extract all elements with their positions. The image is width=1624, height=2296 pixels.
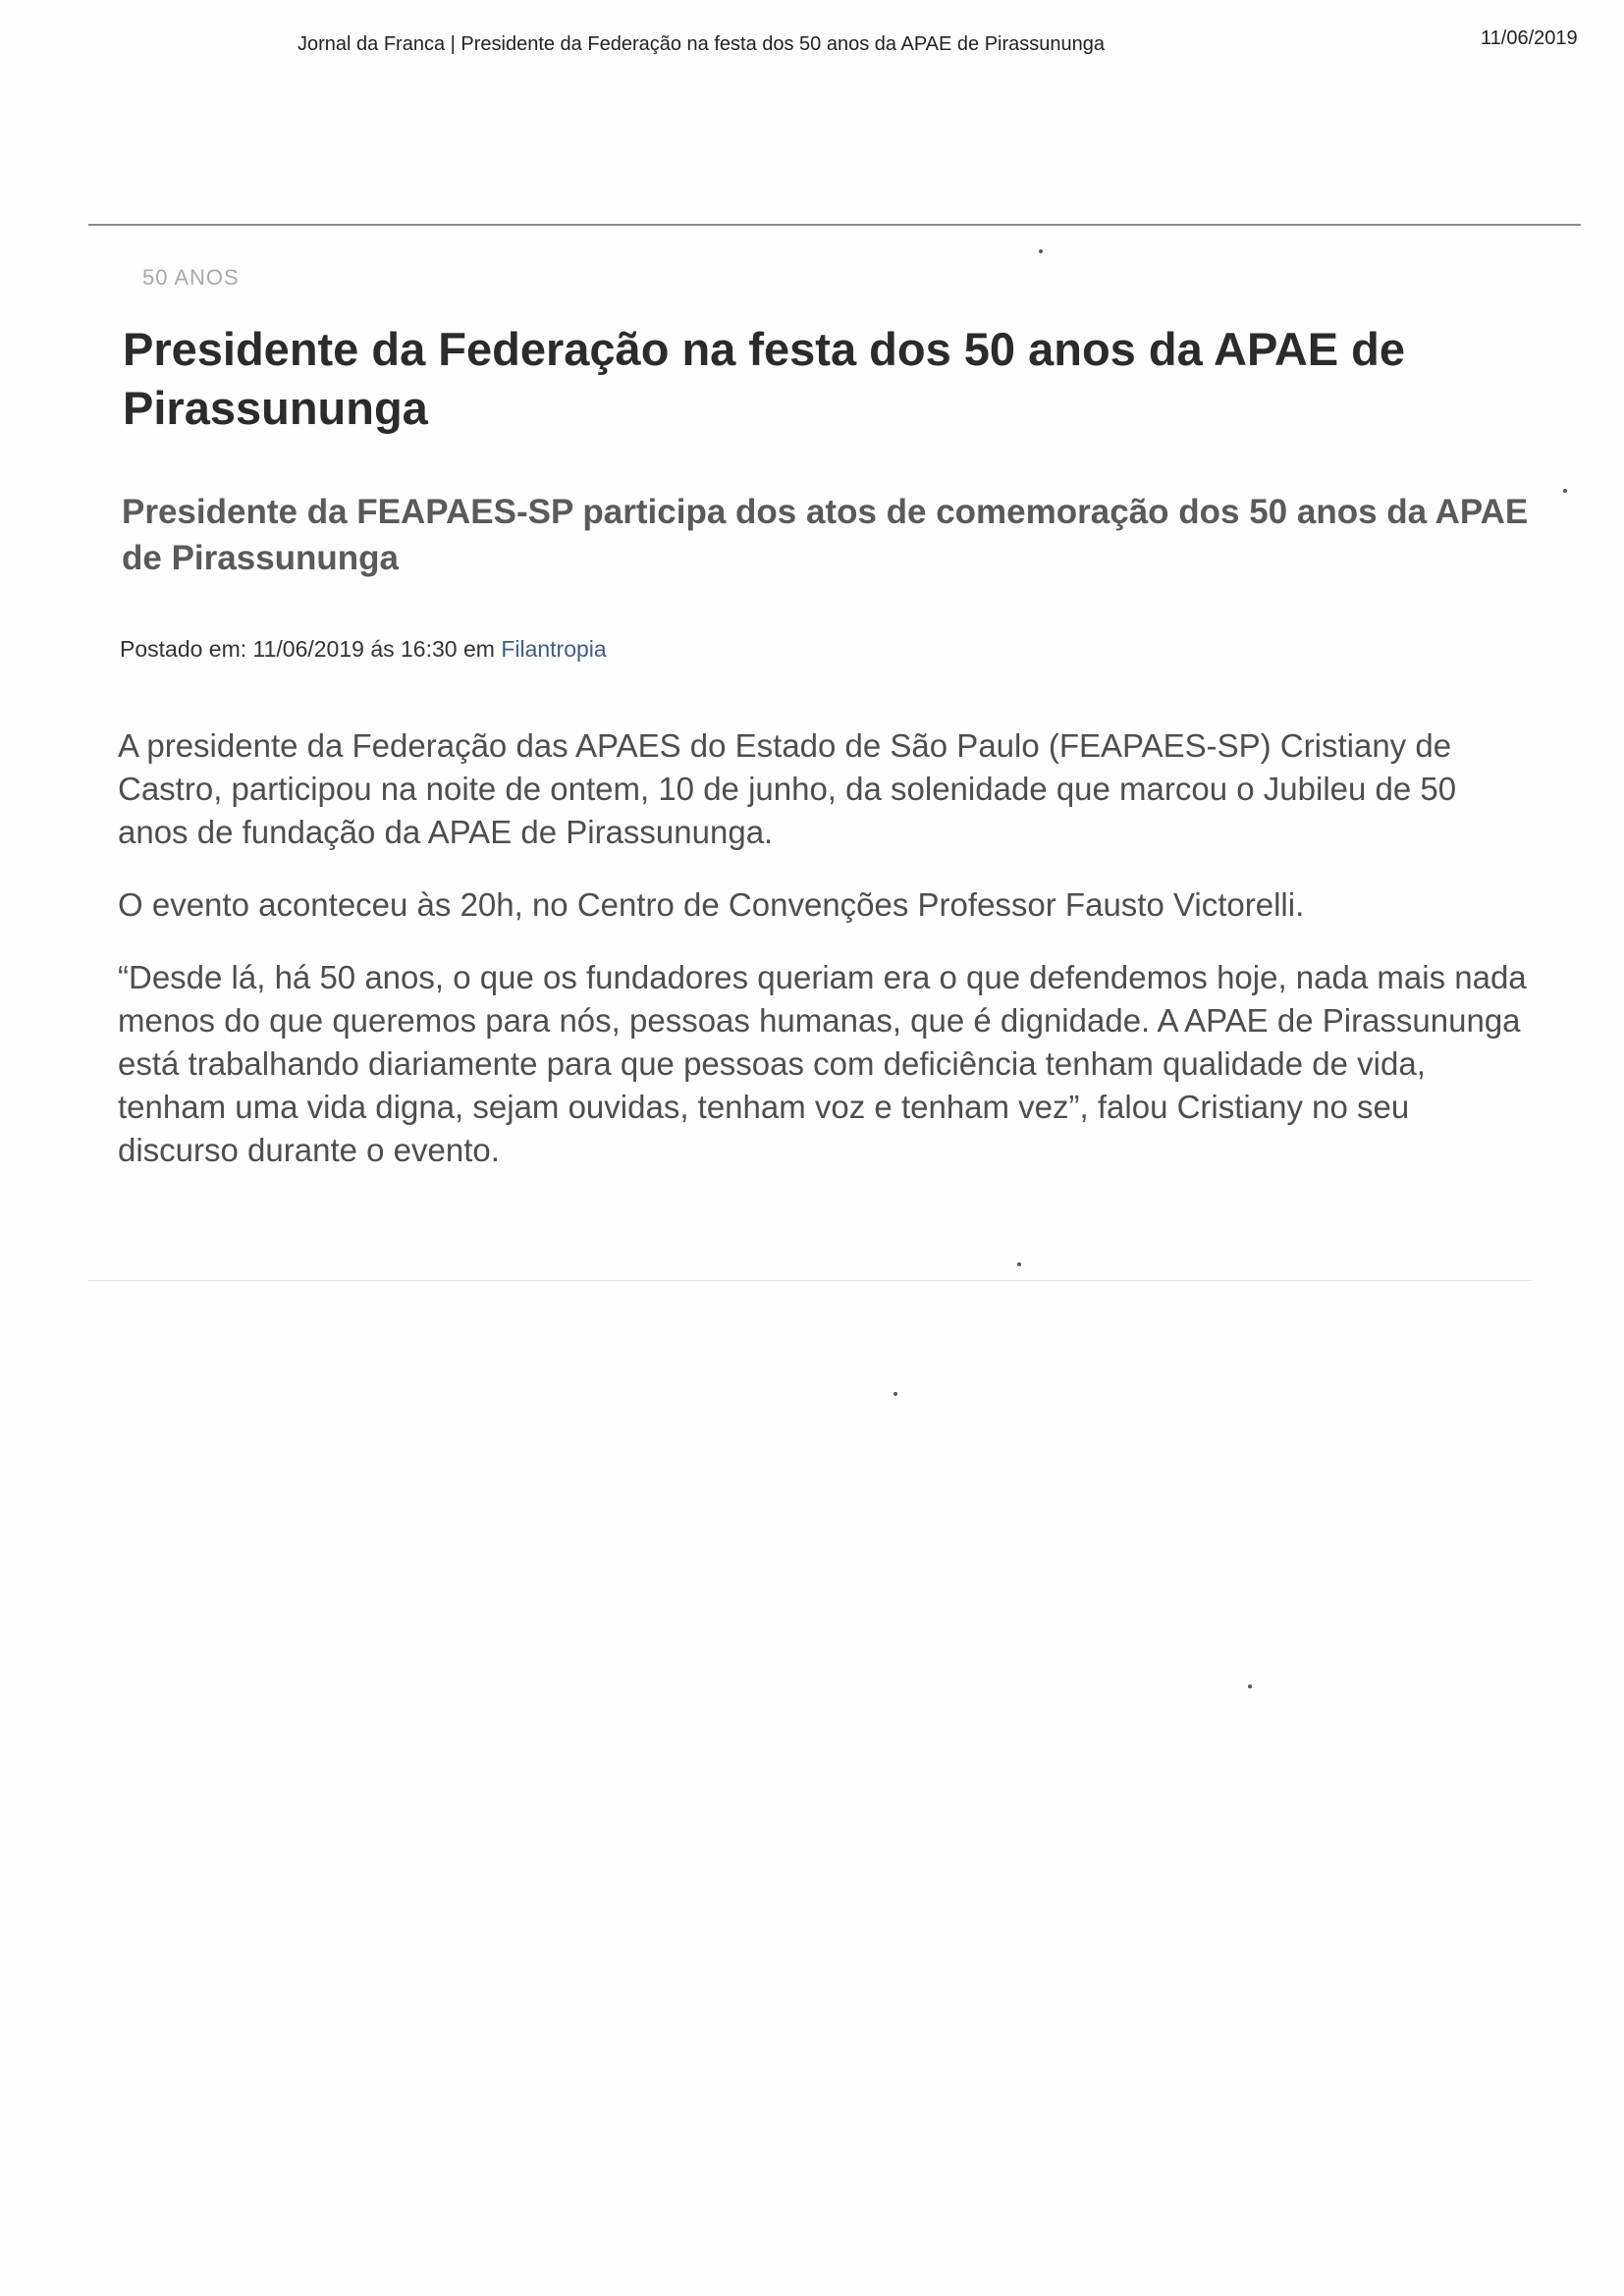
article-subtitle: Presidente da FEAPAES-SP participa dos atos de comemoração dos 50 anos da APAE de Pirassununga bbox=[122, 493, 1529, 577]
scan-speck bbox=[1563, 489, 1567, 493]
scan-speck bbox=[1039, 249, 1043, 253]
print-header-date: 11/06/2019 bbox=[1481, 27, 1578, 49]
post-date: 11/06/2019 bbox=[252, 636, 364, 662]
paragraph: A presidente da Federação das APAES do Estado de São Paulo (FEAPAES-SP) Cristiany de Castro, participou na noite de ontem, 10 de junho, da solenidade que marcou o Jubileu de 50 anos de fundação da APAE de Pirassununga. bbox=[118, 727, 1457, 850]
post-time: 16:30 bbox=[401, 636, 458, 662]
category-link[interactable]: 50 ANOS bbox=[142, 265, 240, 290]
post-meta bbox=[120, 636, 607, 663]
scan-speck bbox=[1248, 1684, 1252, 1688]
scan-speck bbox=[893, 1392, 897, 1396]
bottom-divider bbox=[88, 1280, 1532, 1281]
in-label: em bbox=[462, 636, 495, 662]
top-divider bbox=[88, 224, 1581, 226]
section-link[interactable]: Filantropia bbox=[501, 636, 607, 662]
paragraph: O evento aconteceu às 20h, no Centro de Convenções Professor Fausto Victorelli. bbox=[118, 886, 1305, 923]
posted-label: Postado em: bbox=[120, 636, 247, 662]
print-header bbox=[0, 27, 1624, 67]
time-prefix: ás bbox=[370, 636, 395, 662]
scan-speck bbox=[1017, 1262, 1021, 1266]
article-body bbox=[118, 724, 1532, 1201]
paragraph: “Desde lá, há 50 anos, o que os fundadores queriam era o que defendemos hoje, nada mais nada menos do que queremos para nós, pessoas humanas, que é dignidade. A APAE de Pirassununga está trabalhando diariamente para que pessoas com deficiência tenham qualidade de vida, tenham uma vida digna, sejam ouvidas, tenham voz e tenham vez”, falou Cristiany no seu discurso durante o evento. bbox=[118, 959, 1527, 1168]
article-headline: Presidente da Federação na festa dos 50 anos da APAE de Pirassununga bbox=[123, 323, 1406, 434]
print-header-title: Jornal da Franca | Presidente da Federação na festa dos 50 anos da APAE de Pirassununga bbox=[298, 33, 1106, 55]
